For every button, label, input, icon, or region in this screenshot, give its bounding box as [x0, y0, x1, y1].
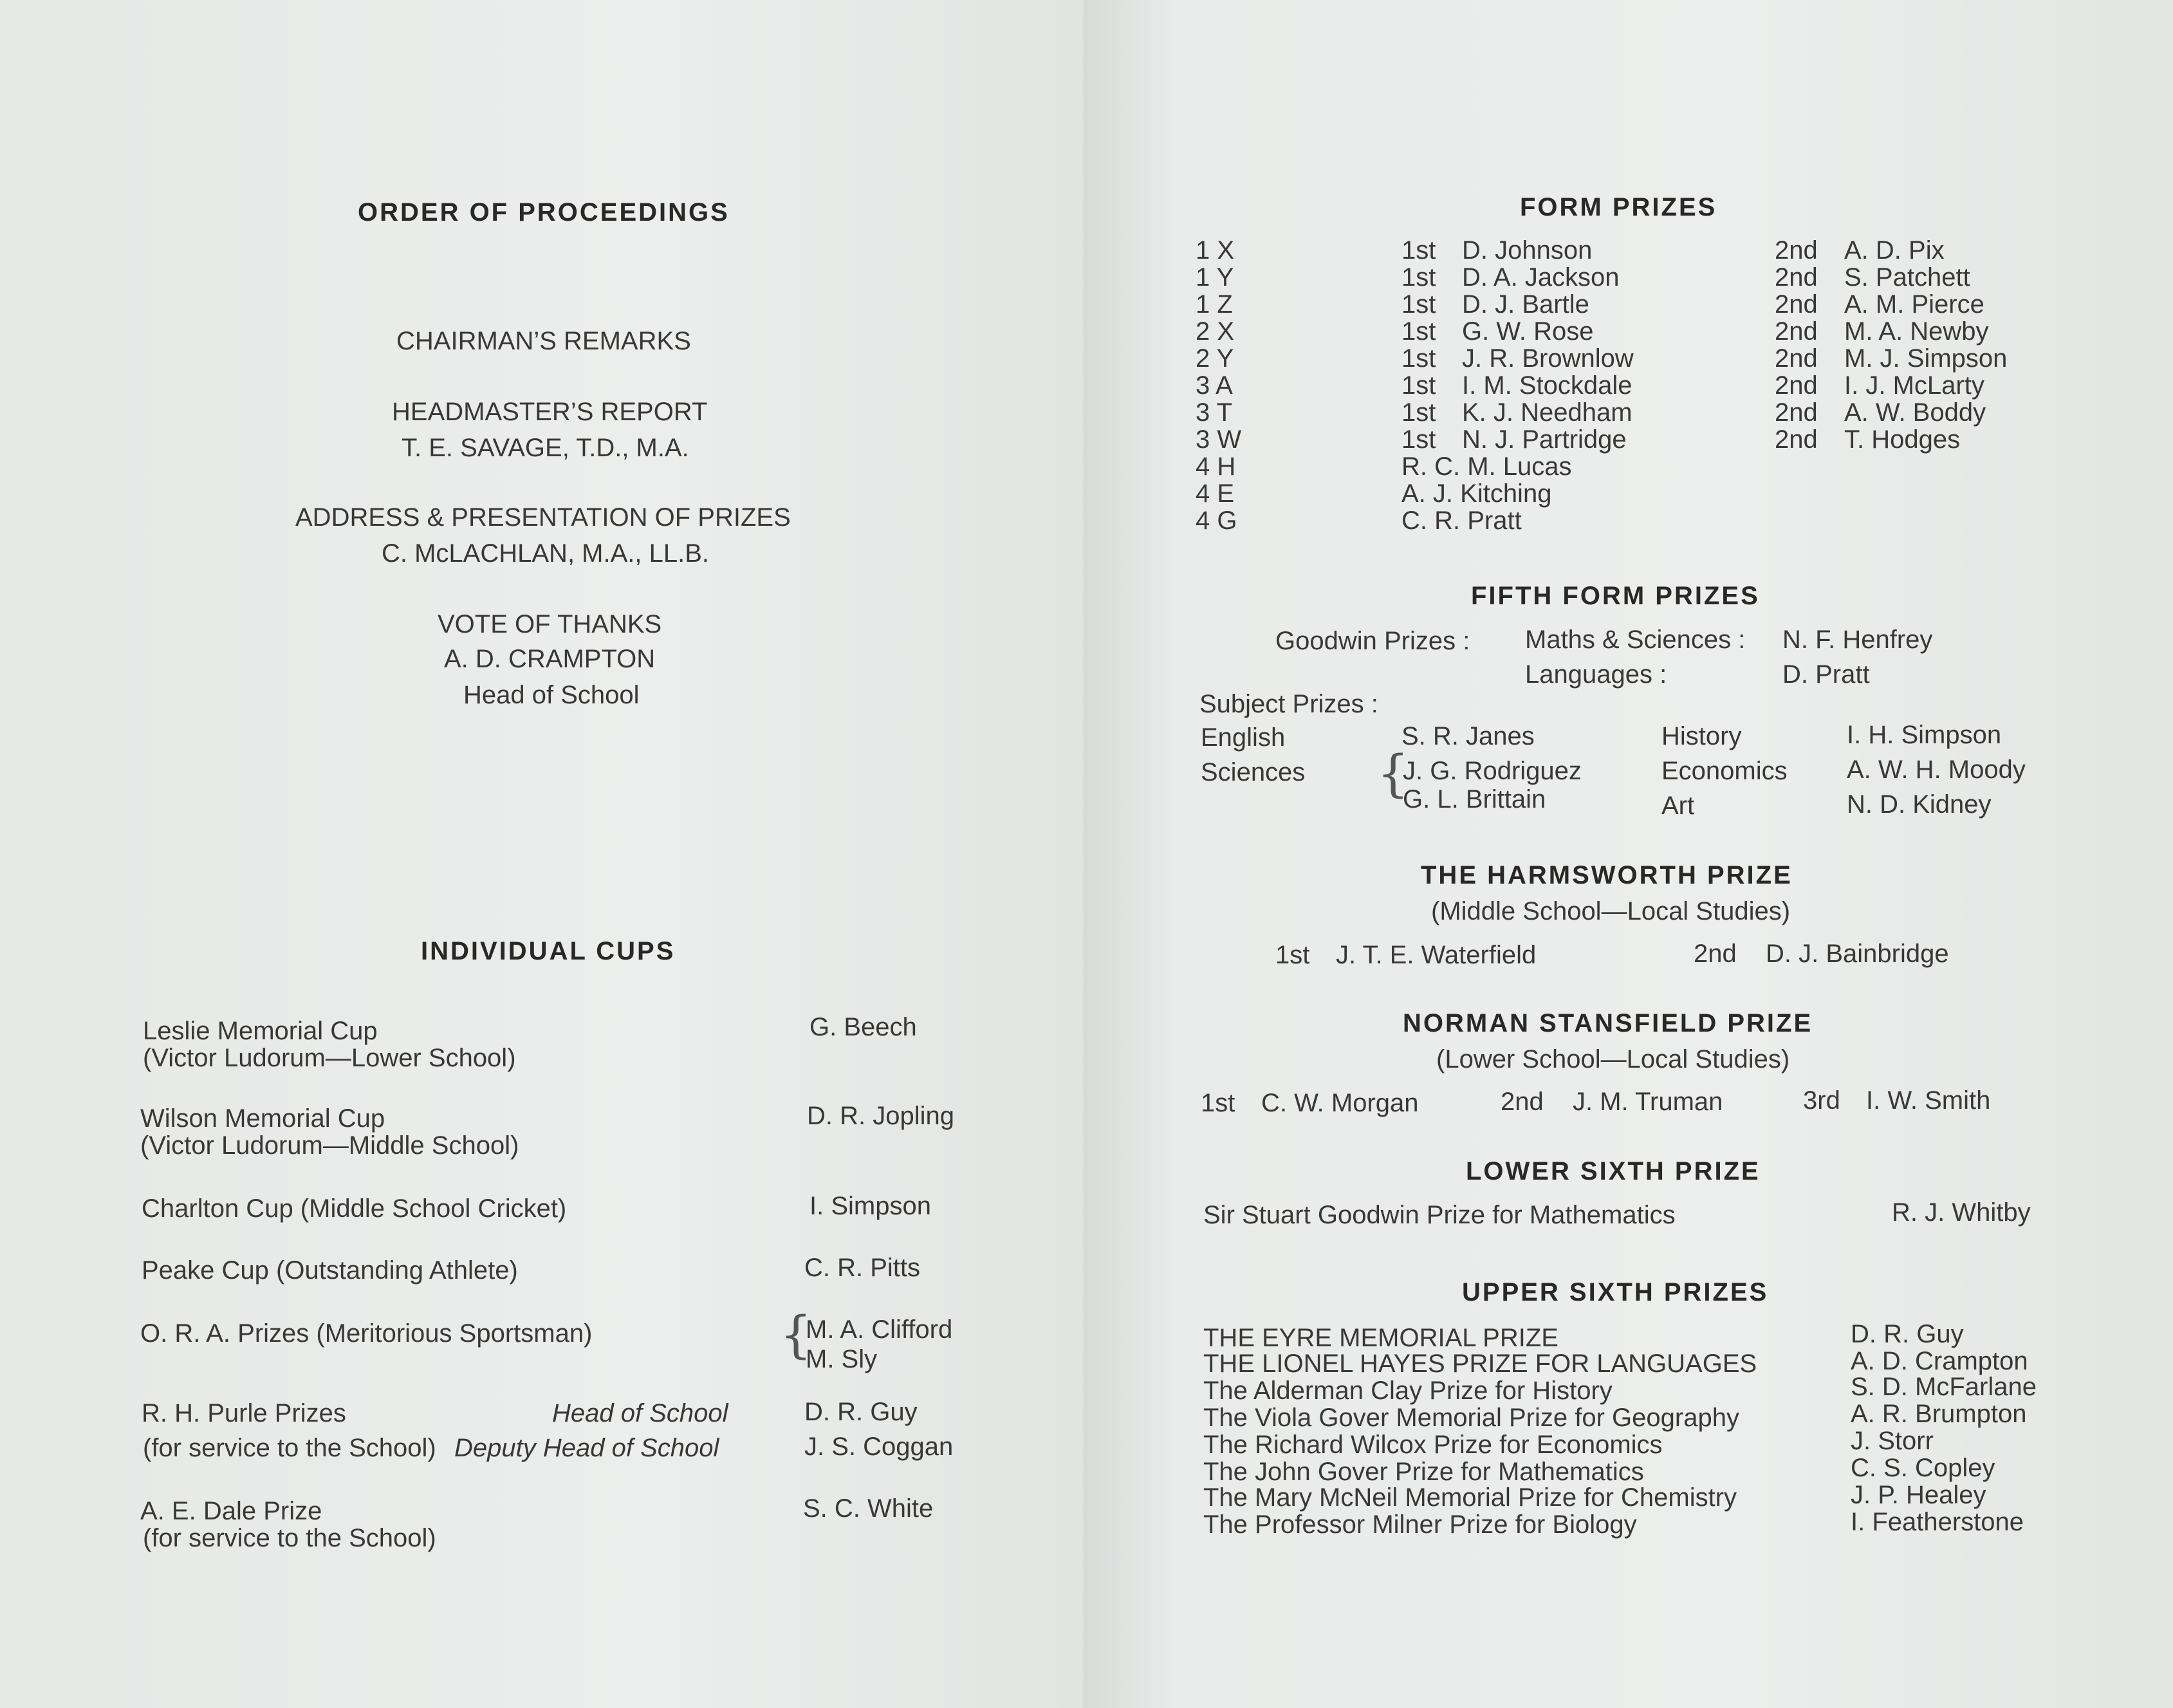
form-label: 1 X — [1196, 236, 1235, 265]
stansfield-first-winner: C. W. Morgan — [1261, 1089, 1419, 1117]
stansfield-second-winner: J. M. Truman — [1573, 1088, 1723, 1116]
cup-name: Peake Cup (Outstanding Athlete) — [142, 1256, 518, 1285]
first-place-label: 1st — [1401, 398, 1436, 427]
first-place-name: D. Johnson — [1462, 236, 1593, 265]
upper-sixth-winner: J. Storr — [1851, 1427, 1934, 1455]
form-label: 1 Y — [1196, 263, 1234, 292]
brace-icon: { — [1377, 745, 1409, 803]
upper-sixth-prize: The John Gover Prize for Mathematics — [1203, 1458, 1644, 1486]
second-place-label: 2nd — [1501, 1088, 1544, 1116]
sciences-winner: J. G. Rodriguez — [1403, 757, 1582, 785]
history-winner: I. H. Simpson — [1847, 721, 2002, 749]
second-place-label: 2nd — [1775, 317, 1818, 346]
upper-sixth-winner: C. S. Copley — [1851, 1454, 1995, 1482]
upper-sixth-prizes-title: UPPER SIXTH PRIZES — [1462, 1278, 1769, 1306]
form-label: 4 H — [1196, 452, 1236, 481]
headmaster-name: T. E. SAVAGE, T.D., M.A. — [402, 434, 689, 462]
first-place-label: 1st — [1401, 344, 1436, 373]
cup-winner: J. S. Coggan — [804, 1433, 954, 1461]
second-place-name: A. W. Boddy — [1844, 398, 1986, 427]
fifth-form-prizes-title: FIFTH FORM PRIZES — [1471, 582, 1760, 610]
lower-sixth-prize-title: LOWER SIXTH PRIZE — [1466, 1157, 1761, 1185]
form-label: 1 Z — [1196, 290, 1233, 319]
second-place-label: 2nd — [1775, 344, 1818, 373]
cup-description: (for service to the School) — [143, 1434, 436, 1462]
upper-sixth-prize: THE LIONEL HAYES PRIZE FOR LANGUAGES — [1203, 1350, 1757, 1378]
first-place-label: 1st — [1201, 1089, 1235, 1117]
winner-name: A. J. Kitching — [1401, 479, 1552, 508]
cup-winner: M. Sly — [806, 1345, 878, 1373]
cup-name: R. H. Purle Prizes — [142, 1399, 346, 1427]
order-of-proceedings-title: ORDER OF PROCEEDINGS — [358, 198, 730, 227]
form-label: 4 G — [1196, 506, 1237, 535]
goodwin-prizes-label: Goodwin Prizes : — [1275, 627, 1470, 655]
second-place-label: 2nd — [1775, 425, 1818, 454]
vote-of-thanks-role: Head of School — [463, 681, 640, 709]
address-speaker-name: C. McLACHLAN, M.A., LL.B. — [382, 539, 710, 568]
subject-prizes-label: Subject Prizes : — [1199, 690, 1378, 718]
first-place-label: 1st — [1401, 425, 1436, 454]
vote-of-thanks-name: A. D. CRAMPTON — [444, 645, 656, 673]
art-label: Art — [1661, 792, 1695, 820]
upper-sixth-winner: A. R. Brumpton — [1851, 1400, 2027, 1428]
upper-sixth-winner: A. D. Crampton — [1851, 1347, 2028, 1375]
sciences-winner: G. L. Brittain — [1403, 785, 1546, 813]
chairmans-remarks: CHAIRMAN’S REMARKS — [396, 327, 691, 355]
first-place-label: 1st — [1401, 371, 1436, 400]
cup-winner: C. R. Pitts — [804, 1254, 921, 1282]
stansfield-subtitle: (Lower School—Local Studies) — [1436, 1045, 1790, 1073]
lower-sixth-prize-name: Sir Stuart Goodwin Prize for Mathematics — [1203, 1201, 1676, 1229]
first-place-name: N. J. Partridge — [1462, 425, 1627, 454]
english-winner: S. R. Janes — [1401, 722, 1535, 750]
first-place-name: D. A. Jackson — [1462, 263, 1620, 292]
second-place-name: M. J. Simpson — [1844, 344, 2008, 373]
cup-name: Leslie Memorial Cup — [143, 1017, 378, 1045]
stansfield-prize-title: NORMAN STANSFIELD PRIZE — [1403, 1009, 1813, 1037]
harmsworth-first-winner: J. T. E. Waterfield — [1336, 941, 1537, 969]
history-label: History — [1661, 722, 1742, 750]
maths-sciences-label: Maths & Sciences : — [1525, 626, 1746, 654]
cup-winner: D. R. Guy — [804, 1398, 918, 1426]
cup-name: O. R. A. Prizes (Meritorious Sportsman) — [140, 1319, 593, 1348]
economics-winner: A. W. H. Moody — [1847, 756, 2026, 784]
cup-role: Deputy Head of School — [454, 1434, 719, 1462]
first-place-name: K. J. Needham — [1462, 398, 1632, 427]
sciences-label: Sciences — [1201, 758, 1306, 786]
form-label: 4 E — [1196, 479, 1235, 508]
cup-name: A. E. Dale Prize — [140, 1497, 322, 1525]
harmsworth-subtitle: (Middle School—Local Studies) — [1431, 897, 1791, 925]
upper-sixth-prize: The Professor Milner Prize for Biology — [1203, 1510, 1637, 1539]
upper-sixth-winner: D. R. Guy — [1851, 1320, 1964, 1348]
form-label: 2 Y — [1196, 344, 1234, 373]
individual-cups-title: INDIVIDUAL CUPS — [421, 937, 676, 965]
cup-description: (Victor Ludorum—Middle School) — [140, 1131, 519, 1160]
second-place-name: M. A. Newby — [1844, 317, 1989, 346]
cup-winner: G. Beech — [809, 1013, 917, 1041]
upper-sixth-winner: I. Featherstone — [1851, 1508, 2024, 1536]
second-place-label: 2nd — [1775, 263, 1818, 292]
first-place-label: 1st — [1401, 236, 1436, 265]
second-place-name: T. Hodges — [1844, 425, 1961, 454]
vote-of-thanks-title: VOTE OF THANKS — [438, 610, 662, 638]
cup-winner: S. C. White — [803, 1494, 934, 1523]
cup-description: (Victor Ludorum—Lower School) — [143, 1044, 516, 1072]
upper-sixth-prize: The Richard Wilcox Prize for Economics — [1203, 1431, 1663, 1459]
economics-label: Economics — [1661, 757, 1788, 785]
upper-sixth-winner: S. D. McFarlane — [1851, 1373, 2037, 1401]
upper-sixth-winner: J. P. Healey — [1851, 1481, 1986, 1509]
harmsworth-prize-title: THE HARMSWORTH PRIZE — [1421, 861, 1793, 889]
form-prizes-title: FORM PRIZES — [1520, 193, 1717, 221]
second-place-label: 2nd — [1775, 398, 1818, 427]
brace-icon: { — [780, 1306, 812, 1364]
cup-winner: D. R. Jopling — [807, 1102, 954, 1130]
cup-winner: M. A. Clifford — [806, 1315, 953, 1344]
cup-name: Charlton Cup (Middle School Cricket) — [142, 1194, 567, 1223]
harmsworth-second-winner: D. J. Bainbridge — [1766, 940, 1949, 968]
second-place-label: 2nd — [1694, 940, 1737, 968]
headmasters-report-title: HEADMASTER’S REPORT — [392, 398, 708, 426]
cup-name: Wilson Memorial Cup — [140, 1104, 385, 1133]
art-winner: N. D. Kidney — [1847, 790, 1992, 819]
first-place-name: D. J. Bartle — [1462, 290, 1589, 319]
winner-name: C. R. Pratt — [1401, 506, 1522, 535]
third-place-label: 3rd — [1803, 1086, 1840, 1115]
left-page — [0, 0, 1086, 1708]
second-place-label: 2nd — [1775, 371, 1818, 400]
languages-winner: D. Pratt — [1782, 660, 1870, 689]
first-place-name: G. W. Rose — [1462, 317, 1594, 346]
winner-name: R. C. M. Lucas — [1401, 452, 1572, 481]
form-label: 3 A — [1196, 371, 1233, 400]
maths-sciences-winner: N. F. Henfrey — [1782, 626, 1933, 654]
first-place-label: 1st — [1401, 317, 1436, 346]
first-place-label: 1st — [1401, 290, 1436, 319]
second-place-name: S. Patchett — [1844, 263, 1970, 292]
first-place-label: 1st — [1401, 263, 1436, 292]
second-place-name: A. M. Pierce — [1844, 290, 1984, 319]
form-label: 2 X — [1196, 317, 1235, 346]
second-place-name: I. J. McLarty — [1844, 371, 1984, 400]
english-label: English — [1201, 723, 1286, 752]
cup-role: Head of School — [552, 1399, 728, 1427]
second-place-name: A. D. Pix — [1844, 236, 1945, 265]
cup-winner: I. Simpson — [809, 1192, 931, 1220]
upper-sixth-prize: The Mary McNeil Memorial Prize for Chemistry — [1203, 1483, 1737, 1512]
second-place-label: 2nd — [1775, 236, 1818, 265]
first-place-label: 1st — [1275, 941, 1310, 969]
form-label: 3 W — [1196, 425, 1242, 454]
address-presentation-title: ADDRESS & PRESENTATION OF PRIZES — [295, 503, 791, 532]
upper-sixth-prize: THE EYRE MEMORIAL PRIZE — [1203, 1324, 1558, 1352]
upper-sixth-prize: The Alderman Clay Prize for History — [1203, 1377, 1613, 1405]
form-label: 3 T — [1196, 398, 1233, 427]
second-place-label: 2nd — [1775, 290, 1818, 319]
first-place-name: J. R. Brownlow — [1462, 344, 1634, 373]
languages-label: Languages : — [1525, 660, 1667, 689]
stansfield-third-winner: I. W. Smith — [1866, 1086, 1991, 1115]
cup-description: (for service to the School) — [143, 1524, 436, 1552]
upper-sixth-prize: The Viola Gover Memorial Prize for Geography — [1203, 1404, 1739, 1432]
first-place-name: I. M. Stockdale — [1462, 371, 1632, 400]
lower-sixth-winner: R. J. Whitby — [1892, 1198, 2031, 1227]
